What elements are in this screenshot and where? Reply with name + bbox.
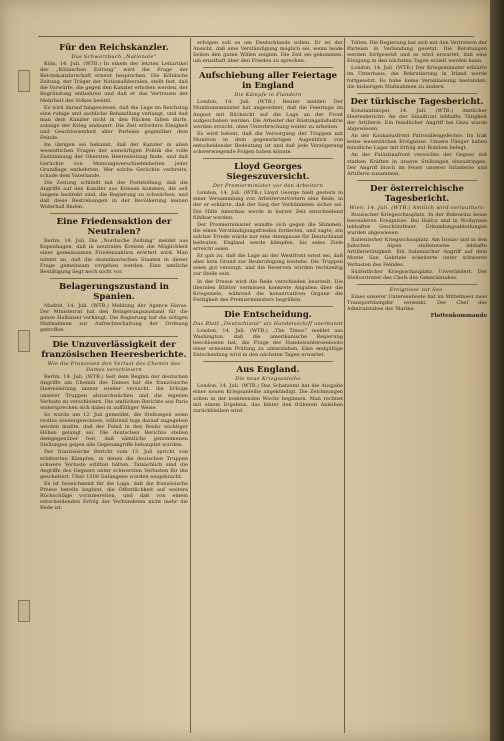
- binding-tab: [18, 330, 30, 352]
- article-subheadline: Ereignisse zur See.: [389, 286, 445, 293]
- article-subheadline: Wie die Franzosen den Verlust des Chemin des Dames verschleiern: [47, 361, 181, 374]
- article-paragraph: Italienischer Kriegsschauplatz. Am Isonzo und in den Julischen Alpen stellenweise lebhafte Artillerietätigkeit. Ein italienischer Angriff auf dem Monte San Gabriele scheiterte unter schweren Verlusten des Feindes.: [347, 237, 487, 268]
- article-paragraph: Es ist bezeichnend für die Lage, daß die französische Presse bereits beginnt, die Öffentlichkeit auf weitere Rückschläge vorzubereiten, und daß von einem entscheidenden Erfolg der Verbündeten nicht mehr die Rede ist.: [40, 480, 188, 512]
- column-right: [347, 40, 487, 733]
- article-paragraph: Eines unserer Unterseeboote hat im Mittelmeer zwei Transportdampfer versenkt. Der Chef des Admiralstabes der Marine.: [347, 293, 487, 312]
- article-paragraph: Der französische Bericht vom 13. Juli spricht von erbitterten Kämpfen, in denen die deutschen Truppen schwere Verluste erlitten hätten. Tatsächlich sind die Angriffe des Gegners unter schwersten Verlusten für ihn gescheitert. Über 1500 Gefangene wurden eingebracht.: [40, 449, 188, 480]
- article-separator: [203, 158, 333, 159]
- article-separator: [203, 361, 333, 362]
- article-paragraph: Köln, 14. Juli. (WTB.) In einem der letzten Leitartikel der „Kölnischen Zeitung“ wird die Frage der Reichskanzlerschaft erneut besprochen. Die Kölnische Zeitung, der Träger der Nationalliberalen, stellt fest, daß die Vorwürfe, die gegen den Kanzler erhoben werden, der Begründung entbehren und daß er das Vertrauen der Mehrheit des Volkes besitzt.: [40, 61, 188, 104]
- article: [347, 93, 487, 177]
- article-paragraph: London, 14. Juli. (WTB.) Lloyd George hielt gestern in einer Versammlung von Arbeitervertretern eine Rede, in der er erklärte, daß der Sieg der Verbündeten sicher sei. Die Hilfe Amerikas werde in kurzer Zeit entscheidend fühlbar werden.: [193, 190, 343, 221]
- article-paragraph: Berlin, 14. Juli. Die „Nordische Zeitung“ meldet aus Kopenhagen, daß in neutralen Kreisen die Möglichkeit einer gemeinsamen Friedensaktion erörtert wird. Man nimmt an, daß die skandinavischen Staaten in dieser Frage gemeinsam vorgehen werden. Eine amtliche Bestätigung liegt noch nicht vor.: [40, 238, 188, 275]
- masthead-rule: [38, 36, 474, 37]
- article-subheadline: Das Blatt „Deutschland“ als Handelsschiff anerkannt: [193, 320, 343, 327]
- column-middle: [193, 40, 343, 733]
- article-separator: [357, 284, 477, 285]
- article-paragraph: In der Presse wird die Rede verschieden beurteilt. Die liberalen Blätter vermissen konkrete Angaben über die Kriegsziele, während die konservativen Organe die Festigkeit des Premierministers begrüßen.: [193, 278, 343, 303]
- article-paragraph: London, 14. Juli. (WTB.) Das Schatzamt hat die Ausgabe einer neuen Kriegsanleihe angekündigt. Die Zeichnungen sollen in der kommenden Woche beginnen. Man rechnet mit einem Ergebnis, das hinter den früheren Anleihen zurückbleiben wird.: [193, 383, 343, 414]
- article: [40, 278, 188, 333]
- article: [193, 40, 343, 64]
- article-paragraph: Im übrigen sei bekannt, daß der Kanzler in allen wesentlichen Fragen der auswärtigen Politik die volle Zustimmung der Obersten Heeresleitung finde, und daß Gerüchte von Meinungsverschiedenheiten jeder Grundlage entbehrten. Wer solche Gerüchte verbreite, schade dem Vaterlande.: [40, 142, 188, 179]
- article-paragraph: Es wird darauf hingewiesen, daß die Lage im Reichstag eine ruhige und sachliche Behandlung verlangt, und daß man dem Kanzler nicht in den Rücken fallen dürfe, solange der Krieg andauert. Die Zeit erfordere Einigkeit und Geschlossenheit aller Parteien gegenüber dem Feinde.: [40, 104, 188, 142]
- article-paragraph: Konstantinopel, 14. Juli. (WTB.) Amtlicher Heeresbericht: An der Sinaifront lebhafte Tätigkeit der Artillerie. Ein feindlicher Angriff bei Gaza wurde abgewiesen.: [347, 107, 487, 133]
- article-headline: Der türkische Tagesbericht.: [350, 96, 484, 107]
- article-separator: [357, 180, 477, 181]
- article: [40, 213, 188, 275]
- article-headline: Der österreichische Tagesbericht.: [370, 183, 464, 204]
- article-headline: Für den Reichskanzler.: [59, 43, 169, 53]
- article-subheadline: Der Premierminister vor den Arbeitern: [212, 183, 324, 190]
- article-headline: Aus England.: [236, 365, 300, 376]
- page-edge: [490, 0, 504, 741]
- article-paragraph: London, 14. Juli. (WTB.) Reuter meldet: Der Munitionsminister hat angeordnet, daß die Feiertage im August mit Rücksicht auf die Lage an der Front aufgeschoben werden. Die Arbeiter der Rüstungsindustrie werden ersucht, ohne Unterbrechung weiter zu arbeiten.: [193, 99, 343, 130]
- article-subheadline: Die neue Kriegsanleihe: [235, 376, 301, 383]
- article-paragraph: Madrid, 14. Juli. (WTB.) Meldung der Agence Havas. Der Ministerrat hat den Belagerungszustand für die ganze Halbinsel verhängt. Die Regierung hat die nötigen Maßnahmen zur Aufrechterhaltung der Ordnung getroffen.: [40, 302, 188, 334]
- article-separator: [50, 213, 178, 214]
- article-paragraph: London, 14. Juli. (WTB.) „The Times“ meldet aus Washington, daß die amerikanische Regierung beschlossen hat, die Frage der Handelsunterseeboote einer erneuten Prüfung zu unterziehen. Eine endgültige Entscheidung wird in den nächsten Tagen erwartet.: [193, 327, 343, 359]
- article-headline: Die Unzuverlässigkeit der französischen Heeresberichte.: [41, 340, 187, 361]
- article-subheadline: Wien, 14. Juli. (WTB.) Amtlich wird verlautbart:: [349, 204, 485, 211]
- article-separator: [357, 93, 477, 94]
- article-headline: Aufschiebung aller Feiertage in England: [198, 71, 338, 92]
- article-paragraph: erfolgen soll es um Deutschlands willen. Er ist der Ansicht, daß eine Verständigung möglich sei, wenn beide Seiten den guten Willen zeigten. Die Zeit sei gekommen, um ernsthaft über den Frieden zu sprechen.: [193, 40, 343, 65]
- article: [193, 67, 343, 155]
- article: [40, 43, 188, 210]
- article-paragraph: Südöstlicher Kriegsschauplatz. Unverändert. Der Stellvertreter des Chefs des Generalstabes.: [347, 268, 487, 281]
- article-paragraph: Er gab zu, daß die Lage an der Westfront ernst sei, daß aber kein Grund zur Beunruhigung bestehe. Die Truppen seien gut versorgt, und die Reserven würden rechtzeitig zur Stelle sein.: [193, 253, 343, 278]
- article-headline: Eine Friedensaktion der Neutralen?: [56, 217, 172, 238]
- article: [193, 306, 343, 358]
- article-subheadline: Das Schwarzbuch „Nationale“: [71, 54, 157, 60]
- article-headline: Lloyd Georges Siegeszuversicht.: [226, 162, 310, 183]
- article-paragraph: Russischer Kriegsschauplatz. In der Bukowina keine besonderen Ereignisse. Bei Halicz und in Wolhynien lebhaftes Geschützfeuer. Erkundungsabteilungen wurden abgewiesen.: [347, 211, 487, 237]
- article-paragraph: Teilen. Die Regierung hat sich mit den Vertretern der Parteien in Verbindung gesetzt. Die Beratungen werden fortgesetzt und es wird erwartet, daß eine Einigung in den nächsten Tagen erzielt werden kann.: [347, 40, 487, 65]
- article: [347, 40, 487, 90]
- column-rule: [190, 38, 191, 733]
- article-separator: [203, 306, 333, 307]
- article: [347, 284, 487, 312]
- column-left: [40, 40, 188, 733]
- article-subheadline: Die Kämpfe in Flandern: [234, 92, 302, 99]
- binding-tab: [18, 70, 30, 92]
- article: [193, 158, 343, 303]
- article-paragraph: London, 14. Juli. (WTB.) Der Kriegsminister erklärte im Unterhaus, die Rekrutierung in Irland werde fortgesetzt. Es habe keine Veranlassung bestanden, die bisherigen Maßnahmen zu ändern.: [347, 65, 487, 90]
- article-paragraph: An der Kaukasusfront Patrouillengefechte. Im Irak keine wesentlichen Ereignisse. Unsere Flieger haben feindliche Lager mit Erfolg mit Bomben belegt.: [347, 133, 487, 152]
- article: [193, 361, 343, 413]
- article-separator: [50, 278, 178, 279]
- article-paragraph: Der Premierminister wandte sich gegen die Stimmen, die einen Verständigungsfrieden forderten, und sagte, ein solcher Friede würde nur eine Atempause für Deutschland bedeuten. England werde kämpfen, bis seine Ziele erreicht seien.: [193, 221, 343, 253]
- article-headline: Die Entscheidung.: [224, 309, 312, 320]
- article-separator: [50, 336, 178, 337]
- binding-tab: [18, 600, 30, 622]
- article-paragraph: Es wird betont, daß die Versorgung der Truppen mit Munition in dem gegenwärtigen Augenblick von entscheidender Bedeutung ist und daß jede Verzögerung schwerwiegende Folgen haben könnte.: [193, 130, 343, 156]
- article-separator: [203, 67, 333, 68]
- signature-line: Flottenkommando: [430, 313, 487, 320]
- article-headline: Belagerungszustand in Spanien.: [59, 281, 169, 302]
- article: [40, 336, 188, 511]
- article: [347, 180, 487, 281]
- article-paragraph: Die Zeitung schließt mit der Feststellung, daß die Angriffe auf den Kanzler aus Kreisen kommen, die seit langem bestrebt sind, die Regierung zu schwächen, und daß diese Bestrebungen in der Bevölkerung keinen Widerhall finden.: [40, 179, 188, 211]
- article-paragraph: Berlin, 14. Juli. (WTB.) Seit dem Beginn der deutschen Angriffe am Chemin des Dames hat die französische Heeresleitung immer wieder versucht, die Erfolge unserer Truppen abzuschwächen und die eigenen Verluste zu verschleiern. Die amtlichen Berichte aus Paris widersprechen sich dabei in auffälliger Weise.: [40, 374, 188, 411]
- column-rule: [344, 38, 345, 733]
- article-paragraph: An der Palästinafront versuchte der Gegner mit starken Kräften in unsere Stellungen einzudringen. Der Angriff brach im Feuer unserer Infanterie und Artillerie zusammen.: [347, 152, 487, 177]
- article-paragraph: So wurde am 12. Juli gemeldet, die Stellungen seien restlos wiedergewonnen, während tags darauf zugegeben werden mußte, daß der Feind in den Besitz wichtiger Höhen gelangt sei. Die deutschen Berichte stellen demgegenüber fest, daß sämtliche genommenen Stellungen gegen alle Gegenangriffe behauptet wurden.: [40, 411, 188, 449]
